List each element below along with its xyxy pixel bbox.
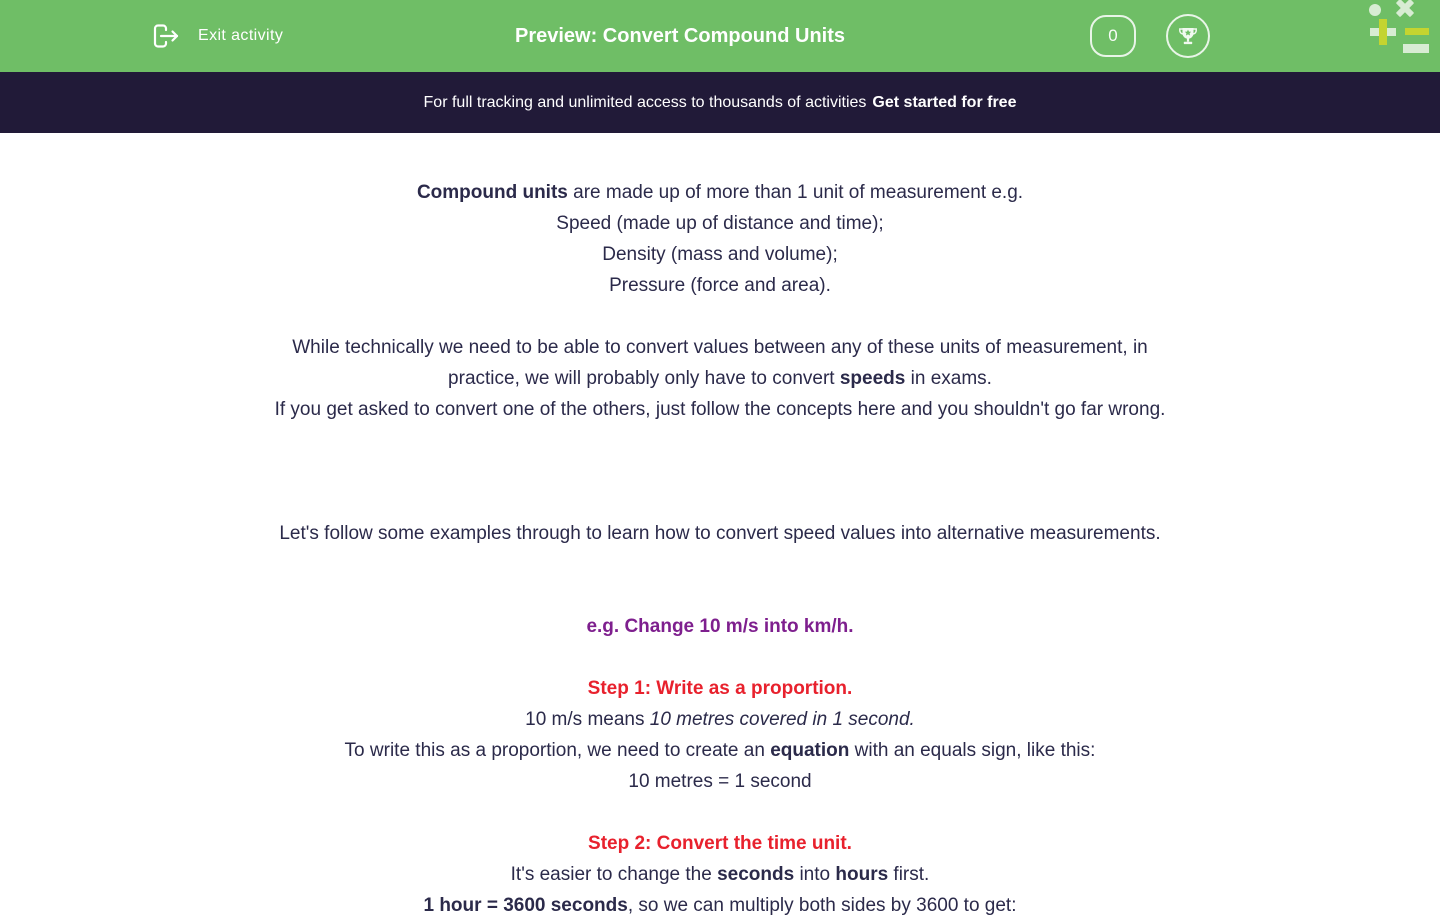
text-segment: practice, we will probably only have to convert [448, 368, 840, 389]
text-segment: It's easier to change the [510, 864, 718, 885]
text-line [145, 611, 1295, 642]
blank-line [145, 301, 1295, 332]
activity-content [145, 133, 1295, 921]
text-segment: Compound units [416, 182, 568, 203]
blank-line [145, 549, 1295, 580]
text-line [145, 890, 1295, 921]
get-started-link[interactable]: Get started for free [872, 93, 1017, 111]
rewards-button[interactable] [1166, 14, 1210, 58]
text-line [145, 239, 1295, 270]
text-line [145, 766, 1295, 797]
text-segment: are made up of more than 1 unit of measurement e.g. [567, 182, 1024, 203]
text-line [145, 735, 1295, 766]
text-segment: If you get asked to convert one of the others, just follow the concepts here and you shouldn't go far wrong. [274, 399, 1166, 420]
logo-equals-icon [1405, 28, 1429, 35]
text-segment: 1 hour = 3600 seconds [423, 895, 628, 916]
blank-line [145, 456, 1295, 487]
text-segment: , so we can multiply both sides by 3600 to get: [627, 895, 1017, 916]
blank-line [145, 425, 1295, 456]
text-segment: hours [835, 864, 889, 885]
upsell-text: For full tracking and unlimited access to thousands of activities [423, 93, 867, 111]
text-segment: 10 m/s means [525, 709, 650, 730]
blank-line [145, 642, 1295, 673]
text-line [145, 177, 1295, 208]
logo-plus-icon [1379, 19, 1387, 45]
logo-plus-icon [1370, 28, 1396, 36]
brand-logo [1360, 0, 1436, 58]
exit-activity-label: Exit activity [198, 27, 284, 44]
text-segment: Density (mass and volume); [602, 244, 838, 265]
text-segment: speeds [839, 368, 906, 389]
text-segment: equation [770, 740, 850, 761]
text-segment: seconds [717, 864, 795, 885]
score-counter [1090, 15, 1136, 57]
text-line [145, 363, 1295, 394]
text-line [145, 270, 1295, 301]
blank-line [145, 580, 1295, 611]
exit-activity-button[interactable] [150, 20, 283, 52]
text-segment: While technically we need to be able to convert values between any of these units of measurement, in [292, 337, 1148, 358]
text-segment: in exams. [905, 368, 992, 389]
text-line [145, 859, 1295, 890]
text-segment: Let's follow some examples through to learn how to convert speed values into alternative measurements. [279, 523, 1161, 544]
text-segment: first. [888, 864, 930, 885]
content-lines [145, 177, 1295, 921]
logo-equals-icon [1403, 44, 1429, 53]
text-segment: 10 metres covered in 1 second. [649, 709, 915, 730]
page-title: Preview: Convert Compound Units [514, 24, 846, 47]
logo-multiply-icon [1396, 0, 1414, 17]
exit-icon [150, 20, 188, 52]
text-line [145, 828, 1295, 859]
logo-dot-icon [1369, 4, 1381, 16]
upsell-banner [0, 72, 1440, 133]
score-value: 0 [1108, 26, 1118, 45]
blank-line [145, 797, 1295, 828]
text-segment: with an equals sign, like this: [849, 740, 1096, 761]
text-segment: e.g. Change 10 m/s into km/h. [586, 616, 854, 637]
text-line [145, 673, 1295, 704]
text-segment: Pressure (force and area). [609, 275, 831, 296]
text-line [145, 332, 1295, 363]
trophy-icon [1176, 24, 1200, 48]
text-segment: into [794, 864, 836, 885]
text-line [145, 394, 1295, 425]
header-right [845, 14, 1290, 58]
text-line [145, 208, 1295, 239]
text-segment: Step 2: Convert the time unit. [588, 833, 852, 854]
text-segment: To write this as a proportion, we need to create an [344, 740, 771, 761]
app-header [0, 0, 1440, 72]
header-left [150, 20, 515, 52]
logo-multiply-icon [1396, 0, 1414, 17]
text-segment: Step 1: Write as a proportion. [587, 678, 853, 699]
text-segment: 10 metres = 1 second [628, 771, 812, 792]
text-line [145, 704, 1295, 735]
text-segment: Speed (made up of distance and time); [556, 213, 884, 234]
blank-line [145, 487, 1295, 518]
text-line [145, 518, 1295, 549]
